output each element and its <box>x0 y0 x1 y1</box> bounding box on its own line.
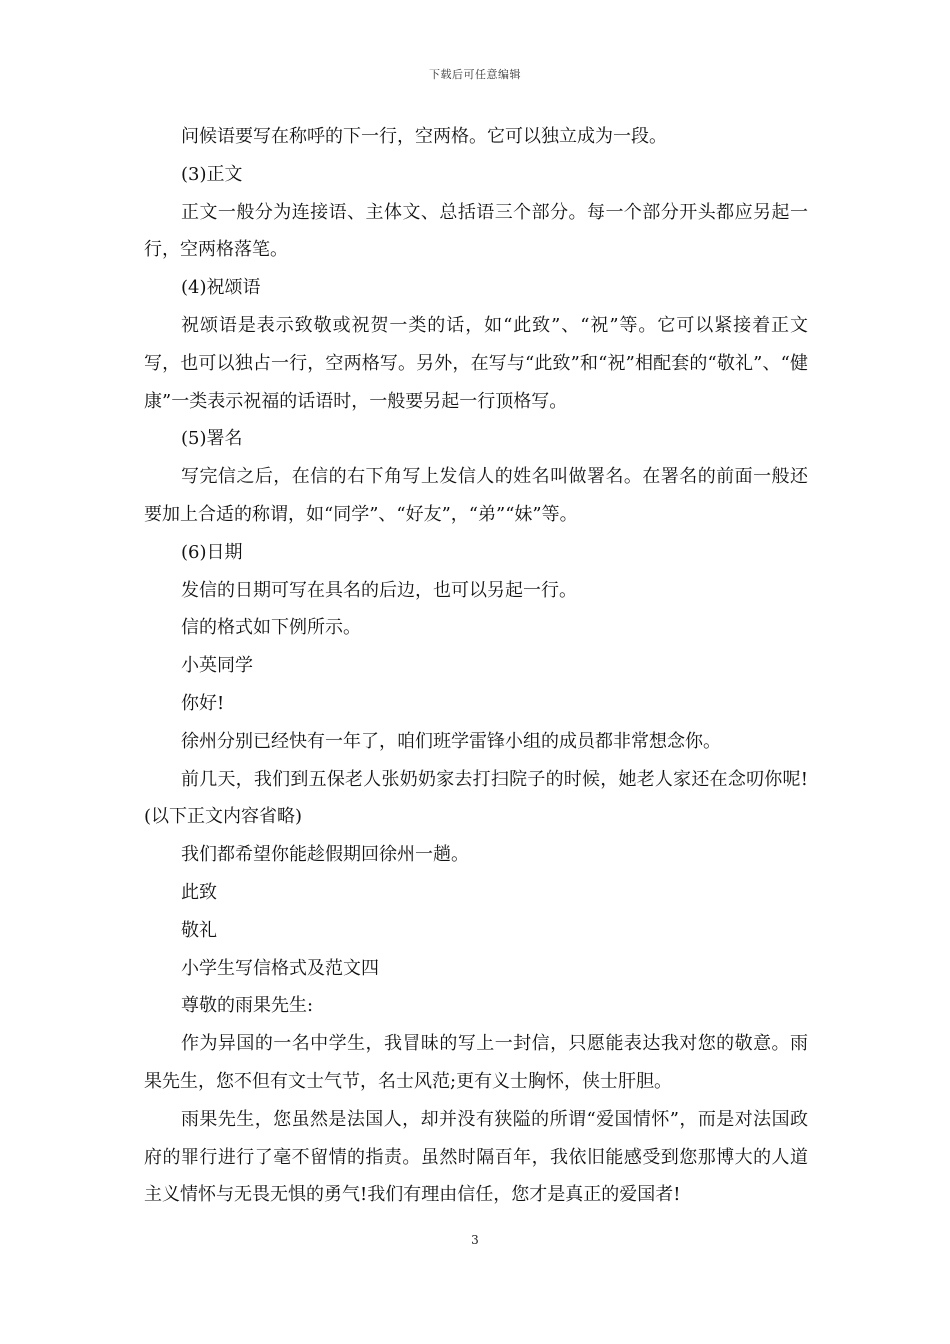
letter-paragraph: 我们都希望你能趁假期回徐州一趟。 <box>181 844 469 866</box>
paragraph-blessing-rule: 祝颂语是表示致敬或祝贺一类的话，如“此致”、“祝”等。它可以紧接着正文写，也可以独占一行，空两格写。另外，在写与“此致”和“祝”相配套的“敬礼”、“健康”一类表示祝福的话语时，一般要另起一行顶格写。 <box>144 314 808 412</box>
document-body <box>144 118 808 1214</box>
page-number: 3 <box>471 1233 479 1247</box>
paragraph-date-rule: 发信的日期可写在具名的后边，也可以另起一行。 <box>181 579 577 601</box>
section-heading-body: (3)正文 <box>181 163 243 185</box>
paragraph-body-rule: 正文一般分为连接语、主体文、总括语三个部分。每一个部分开头都应另起一行，空两格落笔。 <box>144 201 808 261</box>
paragraph-signature-rule: 写完信之后，在信的右下角写上发信人的姓名叫做署名。在署名的前面一般还要加上合适的称谓，如“同学”、“好友”，“弟”“妹”等。 <box>144 466 808 525</box>
section-heading-signature: (5)署名 <box>181 428 243 450</box>
letter-greeting: 你好! <box>181 692 225 714</box>
letter-salutation: 小英同学 <box>181 655 253 677</box>
letter-closing-salute: 敬礼 <box>181 919 217 941</box>
section-heading-date: (6)日期 <box>181 541 243 563</box>
section-heading-blessing: (4)祝颂语 <box>181 277 261 299</box>
letter-paragraph: 作为异国的一名中学生，我冒昧的写上一封信，只愿能表达我对您的敬意。雨果先生，您不但有文士气节，名士风范;更有义士胸怀，侠士肝胆。 <box>144 1033 808 1092</box>
section-title-example-four: 小学生写信格式及范文四 <box>181 957 379 979</box>
paragraph-greeting-rule: 问候语要写在称呼的下一行，空两格。它可以独立成为一段。 <box>181 126 667 147</box>
page-header: 下载后可任意编辑 <box>429 68 521 81</box>
letter-closing: 此致 <box>181 881 217 903</box>
letter-salutation: 尊敬的雨果先生: <box>181 995 314 1017</box>
letter-paragraph: 徐州分别已经快有一年了，咱们班学雷锋小组的成员都非常想念你。 <box>181 730 721 752</box>
paragraph-example-intro: 信的格式如下例所示。 <box>181 617 361 639</box>
letter-paragraph: 雨果先生，您虽然是法国人，却并没有狭隘的所谓“爱国情怀”，而是对法国政府的罪行进行了毫不留情的指责。虽然时隔百年，我依旧能感受到您那博大的人道主义情怀与无畏无惧的勇气!我们有理由信任，您才是真正的爱国者! <box>144 1108 808 1206</box>
letter-paragraph: 前几天，我们到五保老人张奶奶家去打扫院子的时候，她老人家还在念叨你呢!(以下正文内容省略) <box>144 768 808 828</box>
